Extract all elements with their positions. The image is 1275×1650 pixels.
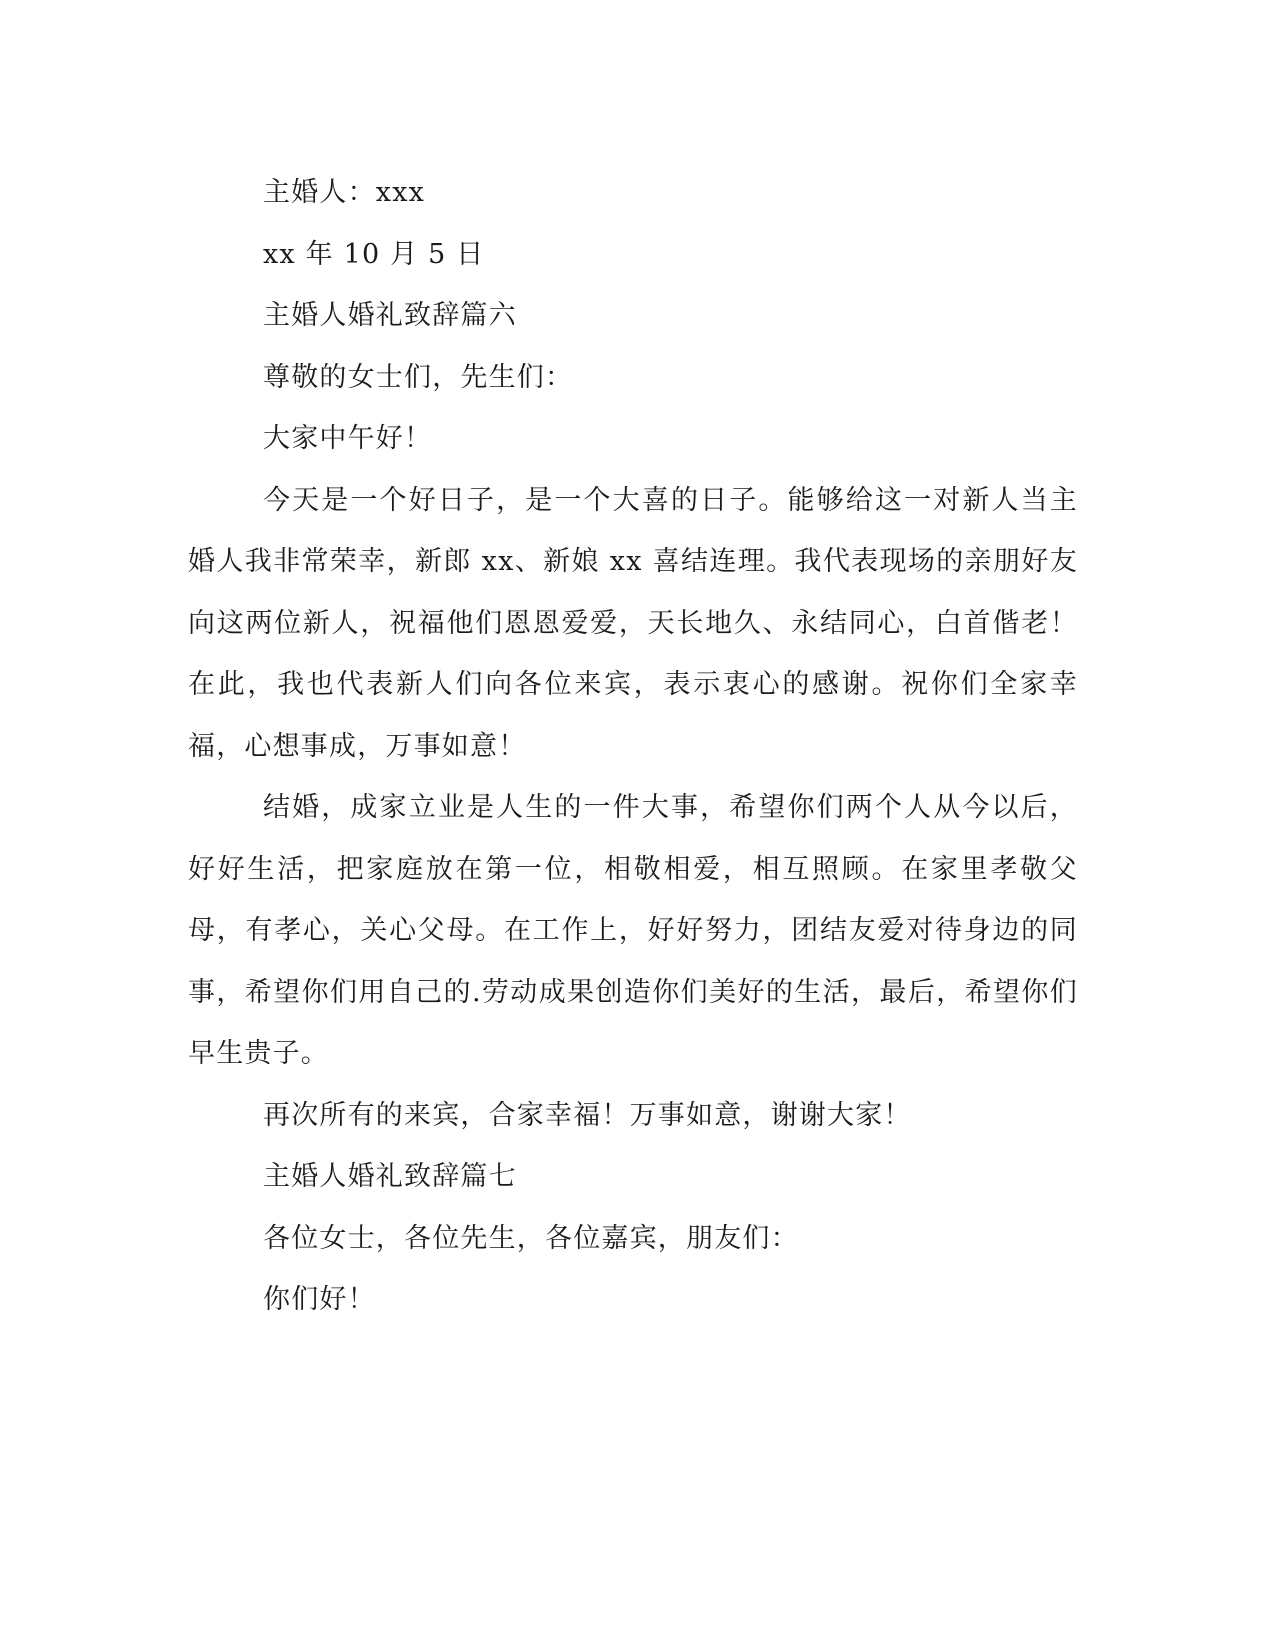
section-6-paragraph-1: 今天是一个好日子，是一个大喜的日子。能够给这一对新人当主婚人我非常荣幸，新郎 xx、新娘 xx 喜结连理。我代表现场的亲朋好友向这两位新人，祝福他们恩恩爱爱，天长地久、永结同心，白首偕老！在此，我也代表新人们向各位来宾，表示衷心的感谢。祝你们全家幸福，心想事成，万事如意！ (188, 484, 1078, 762)
date-line: xx 年 10 月 5 日 (263, 238, 485, 270)
section-7-greeting: 你们好！ (263, 1284, 376, 1315)
section-7-salutation: 各位女士，各位先生，各位嘉宾，朋友们： (263, 1222, 799, 1254)
section-6-title: 主婚人婚礼致辞篇六 (263, 300, 517, 331)
section-6-salutation: 尊敬的女士们，先生们： (263, 361, 574, 393)
section-6-greeting: 大家中午好！ (263, 423, 433, 454)
section-7-title: 主婚人婚礼致辞篇七 (263, 1161, 517, 1192)
section-6-paragraph-2: 结婚，成家立业是人生的一件大事，希望你们两个人从今以后，好好生活，把家庭放在第一位，相敬相爱，相互照顾。在家里孝敬父母，有孝心，关心父母。在工作上，好好努力，团结友爱对待身边的同事，希望你们用自己的.劳动成果创造你们美好的生活，最后，希望你们早生贵子。 (188, 792, 1078, 1069)
section-6-closing: 再次所有的来宾，合家幸福！万事如意，谢谢大家！ (263, 1099, 912, 1131)
signature-line: 主婚人：xxx (263, 177, 426, 208)
document-body (188, 162, 1088, 1331)
